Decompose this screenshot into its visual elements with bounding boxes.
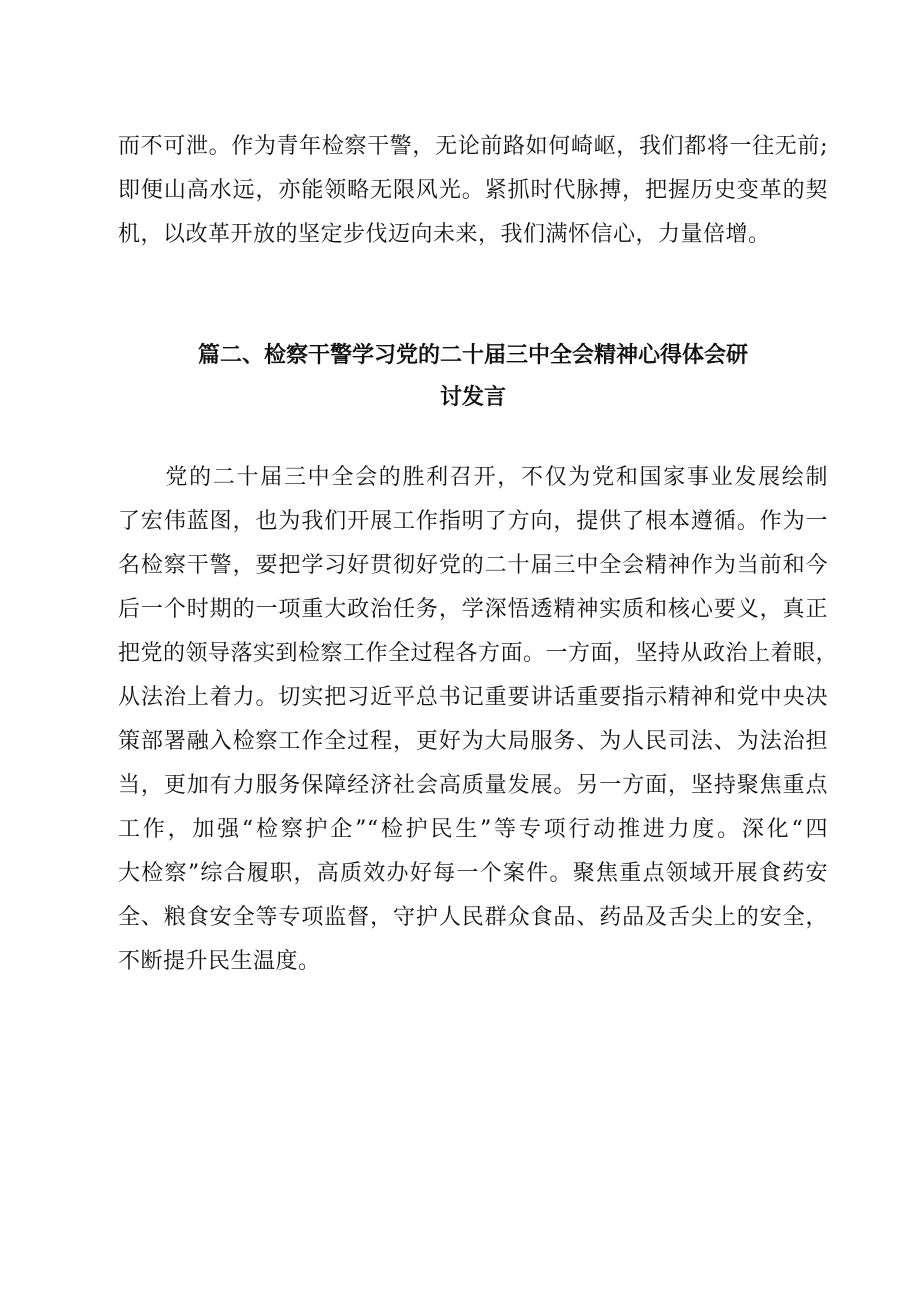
paragraph-line: 不断提升民生温度。 <box>118 949 321 974</box>
heading-line: 讨发言 <box>439 385 506 410</box>
paragraph-line: 即便山高水远，亦能领略无限风光。紧抓时代脉搏，把握历史变革的契 <box>118 178 828 203</box>
section-heading <box>118 335 828 419</box>
paragraph-line: 机，以改革开放的坚定步伐迈向未来，我们满怀信心，力量倍增。 <box>118 222 771 247</box>
paragraph-continuation <box>118 125 828 257</box>
paragraph-line: 当，更加有力服务保障经济社会高质量发展。另一方面，坚持聚焦重点 <box>118 773 828 798</box>
paragraph-line: 把党的领导落实到检察工作全过程各方面。一方面，坚持从政治上着眼， <box>118 641 839 666</box>
paragraph-line: 名检察干警，要把学习好贯彻好党的二十届三中全会精神作为当前和今 <box>118 553 828 578</box>
paragraph-line: 全、粮食安全等专项监督，守护人民群众食品、药品及舌尖上的安全， <box>118 905 828 930</box>
paragraph-line: 策部署融入检察工作全过程，更好为大局服务、为人民司法、为法治担 <box>118 729 828 754</box>
paragraph-line: 党的二十届三中全会的胜利召开，不仅为党和国家事业发展绘制 <box>118 465 828 490</box>
paragraph-line: 从法治上着力。切实把习近平总书记重要讲话重要指示精神和党中央决 <box>118 685 828 710</box>
paragraph-line: 了宏伟蓝图，也为我们开展工作指明了方向，提供了根本遵循。作为一 <box>118 509 828 534</box>
paragraph-line: 后一个时期的一项重大政治任务，学深悟透精神实质和核心要义，真正 <box>118 597 828 622</box>
paragraph-line: 工作，加强“检察护企”“检护民生”等专项行动推进力度。深化“四 <box>118 817 828 842</box>
paragraph-body <box>118 456 839 984</box>
paragraph-line: 大检察”综合履职，高质效办好每一个案件。聚焦重点领域开展食药安 <box>118 861 828 886</box>
heading-line: 篇二、检察干警学习党的二十届三中全会精神心得体会研 <box>197 343 748 368</box>
paragraph-line: 而不可泄。作为青年检察干警，无论前路如何崎岖，我们都将一往无前; <box>118 134 828 159</box>
